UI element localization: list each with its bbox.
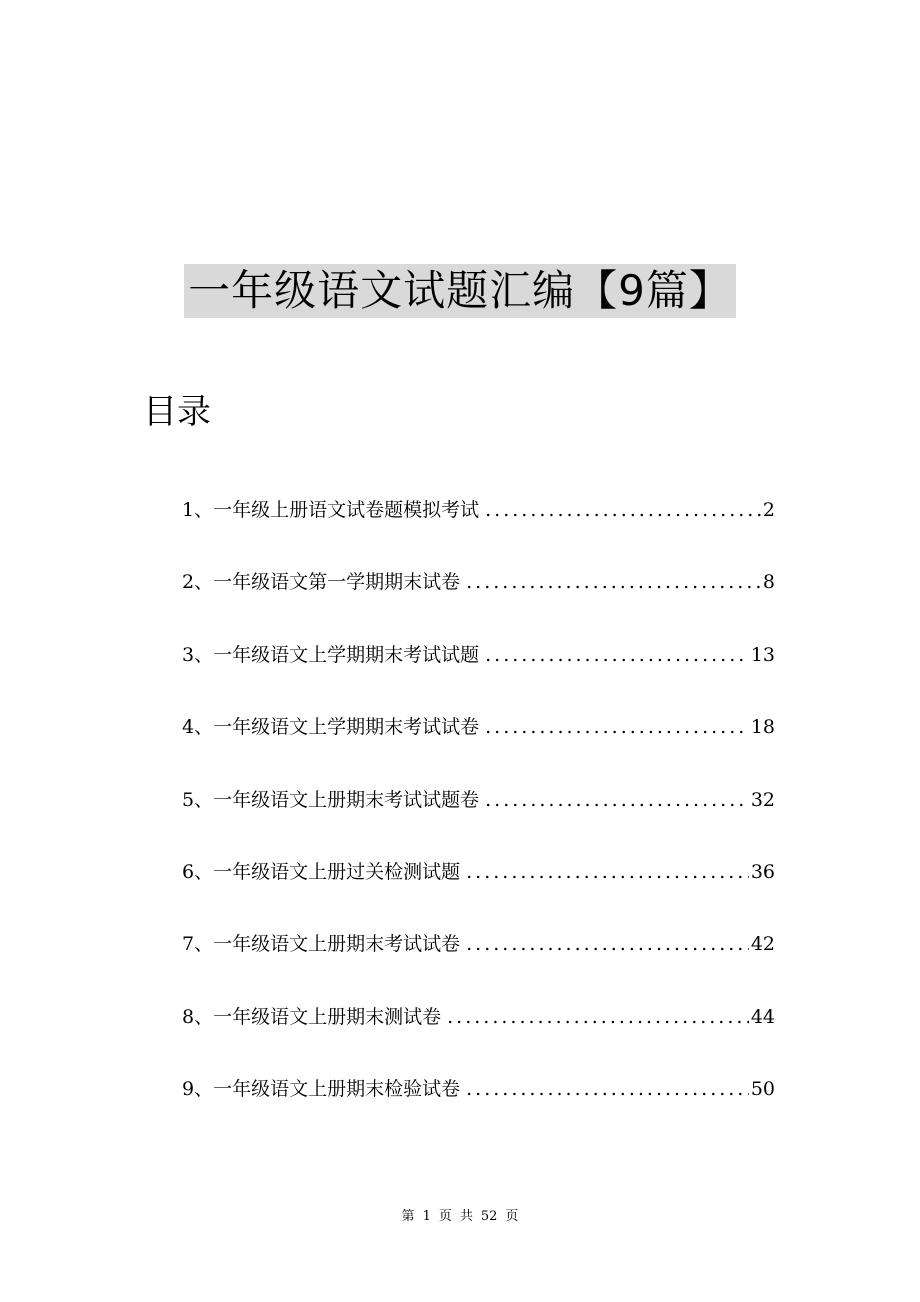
toc-entry-title: 一年级上册语文试卷题模拟考试: [213, 499, 480, 521]
footer-current-page: 1: [422, 1209, 431, 1224]
toc-entry-title: 一年级语文上学期期末考试试题: [213, 643, 480, 666]
toc-entry-page: 36: [750, 860, 775, 883]
toc-entry-2[interactable]: [182, 562, 775, 634]
footer-prefix: 第: [401, 1209, 415, 1224]
toc-entry-number: 1: [182, 499, 195, 521]
toc-entry-page: 32: [750, 788, 775, 811]
toc-entry-9[interactable]: [182, 1069, 775, 1141]
toc-entry-1[interactable]: [182, 490, 775, 562]
toc-entry-separator: 、: [194, 716, 214, 739]
toc-entry-page: 8: [762, 571, 775, 594]
toc-entry-title: 一年级语文上册期末检验试卷: [213, 1078, 461, 1101]
toc-entry-title: 一年级语文上册过关检测试题: [213, 860, 461, 883]
toc-entry-5[interactable]: [182, 780, 775, 852]
toc-entry-separator: 、: [194, 788, 214, 811]
toc-entry-number: 9: [182, 1078, 195, 1101]
toc-entry-number: 8: [182, 1005, 195, 1028]
toc-entry-page: 50: [750, 1078, 775, 1101]
toc-leader-dots: [466, 852, 749, 892]
footer-suffix: 页: [505, 1209, 519, 1224]
toc-entry-separator: 、: [194, 643, 214, 666]
toc-heading: 目录: [143, 392, 211, 432]
document-title: 一年级语文试题汇编【9篇】: [184, 264, 736, 318]
footer-total-word: 共: [459, 1209, 473, 1224]
toc-leader-dots: [466, 562, 761, 602]
toc-leader-dots: [485, 780, 749, 820]
toc-entry-6[interactable]: [182, 852, 775, 924]
toc-entry-separator: 、: [194, 1005, 214, 1028]
toc-entry-number: 5: [182, 788, 195, 811]
toc-entry-page: 13: [750, 643, 775, 666]
toc-entry-page: 18: [750, 716, 775, 739]
footer-total-pages: 52: [480, 1209, 498, 1224]
toc-entry-8[interactable]: [182, 997, 775, 1069]
toc-entry-title: 一年级语文上册期末考试试卷: [213, 933, 461, 956]
toc-entry-number: 4: [182, 716, 195, 739]
toc-leader-dots: [485, 490, 761, 530]
toc-entry-number: 3: [182, 643, 195, 666]
toc-entry-separator: 、: [194, 499, 214, 521]
title-container: [0, 264, 920, 318]
toc-leader-dots: [485, 635, 749, 675]
toc-entry-page: 42: [750, 933, 775, 956]
toc-entry-title: 一年级语文上册期末考试试题卷: [213, 788, 480, 811]
toc-entry-separator: 、: [194, 860, 214, 883]
toc-entry-4[interactable]: [182, 707, 775, 779]
toc-entry-number: 2: [182, 571, 195, 594]
table-of-contents: [182, 490, 775, 1142]
toc-entry-title: 一年级语文上学期期末考试试卷: [213, 716, 480, 739]
toc-leader-dots: [447, 997, 749, 1037]
toc-leader-dots: [485, 707, 749, 747]
toc-entry-separator: 、: [194, 933, 214, 956]
toc-entry-3[interactable]: [182, 635, 775, 707]
toc-entry-separator: 、: [194, 1078, 214, 1101]
toc-entry-separator: 、: [194, 571, 214, 594]
toc-entry-page: 44: [750, 1005, 775, 1028]
toc-entry-title: 一年级语文上册期末测试卷: [213, 1005, 442, 1028]
toc-leader-dots: [466, 1069, 749, 1109]
footer-page-word: 页: [438, 1209, 452, 1224]
toc-entry-number: 6: [182, 860, 195, 883]
toc-entry-page: 2: [762, 499, 775, 521]
toc-entry-title: 一年级语文第一学期期末试卷: [213, 571, 461, 594]
toc-entry-7[interactable]: [182, 924, 775, 996]
toc-entry-number: 7: [182, 933, 195, 956]
page-footer: [0, 1207, 920, 1227]
toc-leader-dots: [466, 924, 749, 964]
